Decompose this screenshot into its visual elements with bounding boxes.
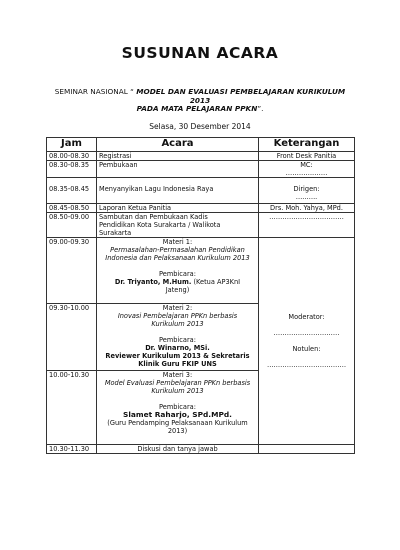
speaker-note: (Ketua AP3KnI <box>191 278 241 286</box>
acara-cell: Menyanyikan Lagu Indonesia Raya <box>97 178 259 204</box>
speaker-note: (Guru Pendamping Pelaksanaan Kurikulum <box>107 419 248 427</box>
materi-label: Materi 3: <box>162 371 193 379</box>
materi-topic: Inovasi Pembelajaran PPKn berbasis <box>117 312 238 320</box>
seminar-heading <box>40 88 360 114</box>
materi-topic: Permasalahan-Permasalahan Pendidikan <box>110 246 245 254</box>
acara-cell: Registrasi <box>97 152 259 161</box>
seminar-title-line3: PADA MATA PELAJARAN PPKN <box>136 104 258 114</box>
header-keterangan: Keterangan <box>259 138 355 152</box>
time-cell: 08.30-08.35 <box>47 161 97 178</box>
acara-line: Surakarta <box>99 229 132 237</box>
notulen-label: Notulen: <box>292 345 321 353</box>
acara-cell: Laporan Ketua Panitia <box>97 204 259 213</box>
keterangan-cell <box>259 445 355 454</box>
table-row <box>47 161 355 178</box>
header-acara: Acara <box>97 138 259 152</box>
time-cell: 08.35-08.45 <box>47 178 97 204</box>
time-cell: 08.00-08.30 <box>47 152 97 161</box>
acara-line: Sambutan dan Pembukaan Kadis <box>99 213 208 221</box>
table-row <box>47 213 355 238</box>
mc-dots: ………………. <box>285 169 328 177</box>
table-row <box>47 152 355 161</box>
time-cell: 08.50-09.00 <box>47 213 97 238</box>
time-cell: 09.30-10.00 <box>47 304 97 371</box>
acara-cell <box>97 213 259 238</box>
schedule-table <box>46 137 355 454</box>
seminar-prefix: SEMINAR NASIONAL “ <box>54 87 137 96</box>
moderator-label: Moderator: <box>288 313 325 321</box>
acara-cell <box>97 238 259 304</box>
table-row <box>47 204 355 213</box>
speaker-name: Slamet Raharjo, SPd.MPd. <box>123 410 232 419</box>
acara-cell <box>97 304 259 371</box>
seminar-suffix: ”. <box>257 104 264 114</box>
mc-label: MC: <box>300 161 313 169</box>
table-row <box>47 238 355 304</box>
moderator-dots: ………………………… <box>273 329 340 337</box>
keterangan-cell: ……………………………. <box>259 213 355 238</box>
keterangan-cell <box>259 161 355 178</box>
materi-topic: Kurikulum 2013 <box>151 387 204 395</box>
speaker-name: Dr. Winarno, MSi. <box>145 344 210 352</box>
dirigen-dots: …..….. <box>295 193 318 201</box>
event-date: Selasa, 30 Desember 2014 <box>149 122 251 131</box>
table-header-row <box>47 138 355 152</box>
speaker-name: Dr. Triyanto, M.Hum. <box>114 278 192 286</box>
acara-cell <box>97 371 259 445</box>
time-cell: 10.30-11.30 <box>47 445 97 454</box>
table-row <box>47 445 355 454</box>
page-title: SUSUNAN ACARA <box>121 44 279 62</box>
acara-cell: Diskusi dan tanya jawab <box>97 445 259 454</box>
materi-label: Materi 1: <box>162 238 193 246</box>
speaker-note: Jateng) <box>165 286 190 294</box>
speaker-note: 2013) <box>167 427 188 435</box>
keterangan-cell <box>259 178 355 204</box>
time-cell: 08.45-08.50 <box>47 204 97 213</box>
speaker-note: Klinik Guru FKIP UNS <box>138 360 217 368</box>
seminar-title-line2: 2013 <box>189 95 211 105</box>
keterangan-cell: Front Desk Panitia <box>259 152 355 161</box>
materi-topic: Kurikulum 2013 <box>151 320 204 328</box>
acara-cell: Pembukaan <box>97 161 259 178</box>
speaker-note: Reviewer Kurikulum 2013 & Sekretaris <box>105 352 250 360</box>
keterangan-cell-moderator <box>259 238 355 445</box>
materi-topic: Model Evaluasi Pembelajaran PPKn berbasis <box>104 379 251 387</box>
keterangan-cell: Drs. Moh. Yahya, MPd. <box>259 204 355 213</box>
acara-line: Pendidikan Kota Surakarta / Walikota <box>99 221 221 229</box>
header-jam: Jam <box>47 138 97 152</box>
pembicara-label: Pembicara: <box>159 270 196 278</box>
time-cell: 09.00-09.30 <box>47 238 97 304</box>
materi-topic: Indonesia dan Pelaksanaan Kurikulum 2013 <box>105 254 250 262</box>
materi-label: Materi 2: <box>162 304 193 312</box>
notulen-dots: ……………………………… <box>266 361 347 369</box>
dirigen-label: Dirigen: <box>293 185 320 193</box>
pembicara-label: Pembicara: <box>159 403 196 411</box>
seminar-title-line1: MODEL DAN EVALUASI PEMBELAJARAN KURIKULUM <box>136 87 346 96</box>
time-cell: 10.00-10.30 <box>47 371 97 445</box>
pembicara-label: Pembicara: <box>159 336 196 344</box>
table-row <box>47 178 355 204</box>
